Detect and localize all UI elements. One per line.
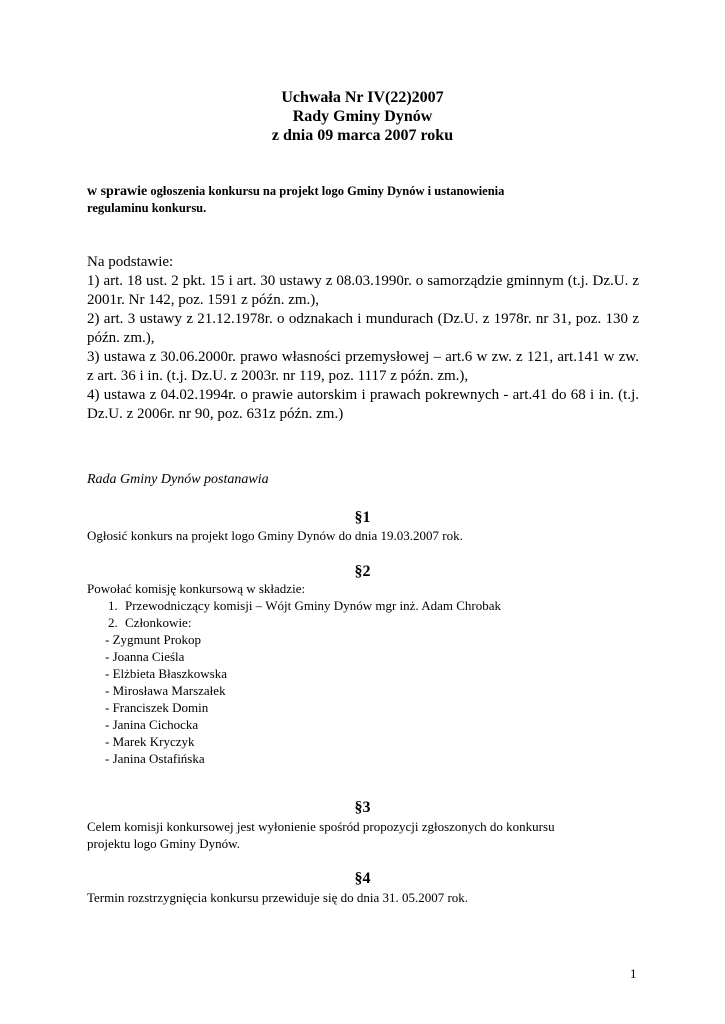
council-name: Rady Gminy Dynów (292, 108, 433, 125)
member-item: - Joanna Cieśla (105, 649, 185, 664)
section-2-symbol: §2 (354, 563, 371, 580)
resolution-number: Uchwała Nr IV(22)2007 (281, 89, 444, 106)
section-2-text: Powołać komisję konkursową w składzie: (87, 581, 306, 596)
list-item (108, 597, 501, 614)
section-3-symbol: §3 (354, 799, 371, 816)
resolution-subject (87, 183, 647, 217)
section-4-symbol: §4 (354, 870, 371, 887)
page-number: 1 (630, 966, 637, 981)
council-decides: Rada Gminy Dynów postanawia (87, 472, 269, 487)
section-3-text-line-1: Celem komisji konkursowej jest wyłonienie spośród propozycji zgłoszonych do konkursu (87, 819, 555, 834)
legal-basis-item: 1) art. 18 ust. 2 pkt. 15 i art. 30 ustawy z 08.03.1990r. o samorządzie gminnym (t.j. Dz.U. z 2001r. Nr 142, poz. 1591 z późn. zm.), (87, 273, 639, 308)
list-number: 2. (108, 615, 118, 630)
subject-line-2: regulaminu konkursu. (87, 201, 207, 215)
section-1-text: Ogłosić konkurs na projekt logo Gminy Dynów do dnia 19.03.2007 rok. (87, 528, 463, 543)
resolution-date: z dnia 09 marca 2007 roku (271, 127, 454, 144)
member-item: - Marek Kryczyk (105, 734, 195, 749)
legal-basis-item: 3) ustawa z 30.06.2000r. prawo własności przemysłowej – art.6 w zw. z 121, art.141 w zw. z art. 36 i in. (t.j. Dz.U. z 2003r. nr 119, poz. 1117 z późn. zm.), (87, 349, 639, 384)
legal-basis (87, 253, 639, 424)
subject-lead: w sprawie (87, 184, 148, 199)
section-1-symbol: §1 (354, 509, 371, 526)
section-4-text: Termin rozstrzygnięcia konkursu przewiduje się do dnia 31. 05.2007 rok. (87, 890, 469, 905)
member-item: - Franciszek Domin (105, 700, 209, 715)
list-label: Członkowie: (125, 615, 192, 630)
legal-basis-heading: Na podstawie: (87, 254, 174, 270)
subject-line-1: ogłoszenia konkursu na projekt logo Gminy Dynów i ustanowienia (147, 184, 505, 198)
member-item: - Janina Ostafińska (105, 751, 205, 766)
list-item (108, 614, 191, 631)
committee-members (105, 631, 227, 767)
member-item: - Janina Cichocka (105, 717, 199, 732)
list-number: 1. (108, 598, 118, 613)
member-item: - Mirosława Marszałek (105, 683, 226, 698)
member-item: - Zygmunt Prokop (105, 632, 202, 647)
member-item: - Elżbieta Błaszkowska (105, 666, 228, 681)
list-label: Przewodniczący komisji – Wójt Gminy Dynów mgr inż. Adam Chrobak (125, 598, 501, 613)
section-3-text-line-2: projektu logo Gminy Dynów. (87, 836, 240, 851)
legal-basis-item: 2) art. 3 ustawy z 21.12.1978r. o odznakach i mundurach (Dz.U. z 1978r. nr 31, poz. 130 z późn. zm.), (87, 311, 639, 346)
legal-basis-item: 4) ustawa z 04.02.1994r. o prawie autorskim i prawach pokrewnych - art.41 do 68 i in. (t.j. Dz.U. z 2006r. nr 90, poz. 631z późn. zm.) (87, 387, 639, 422)
